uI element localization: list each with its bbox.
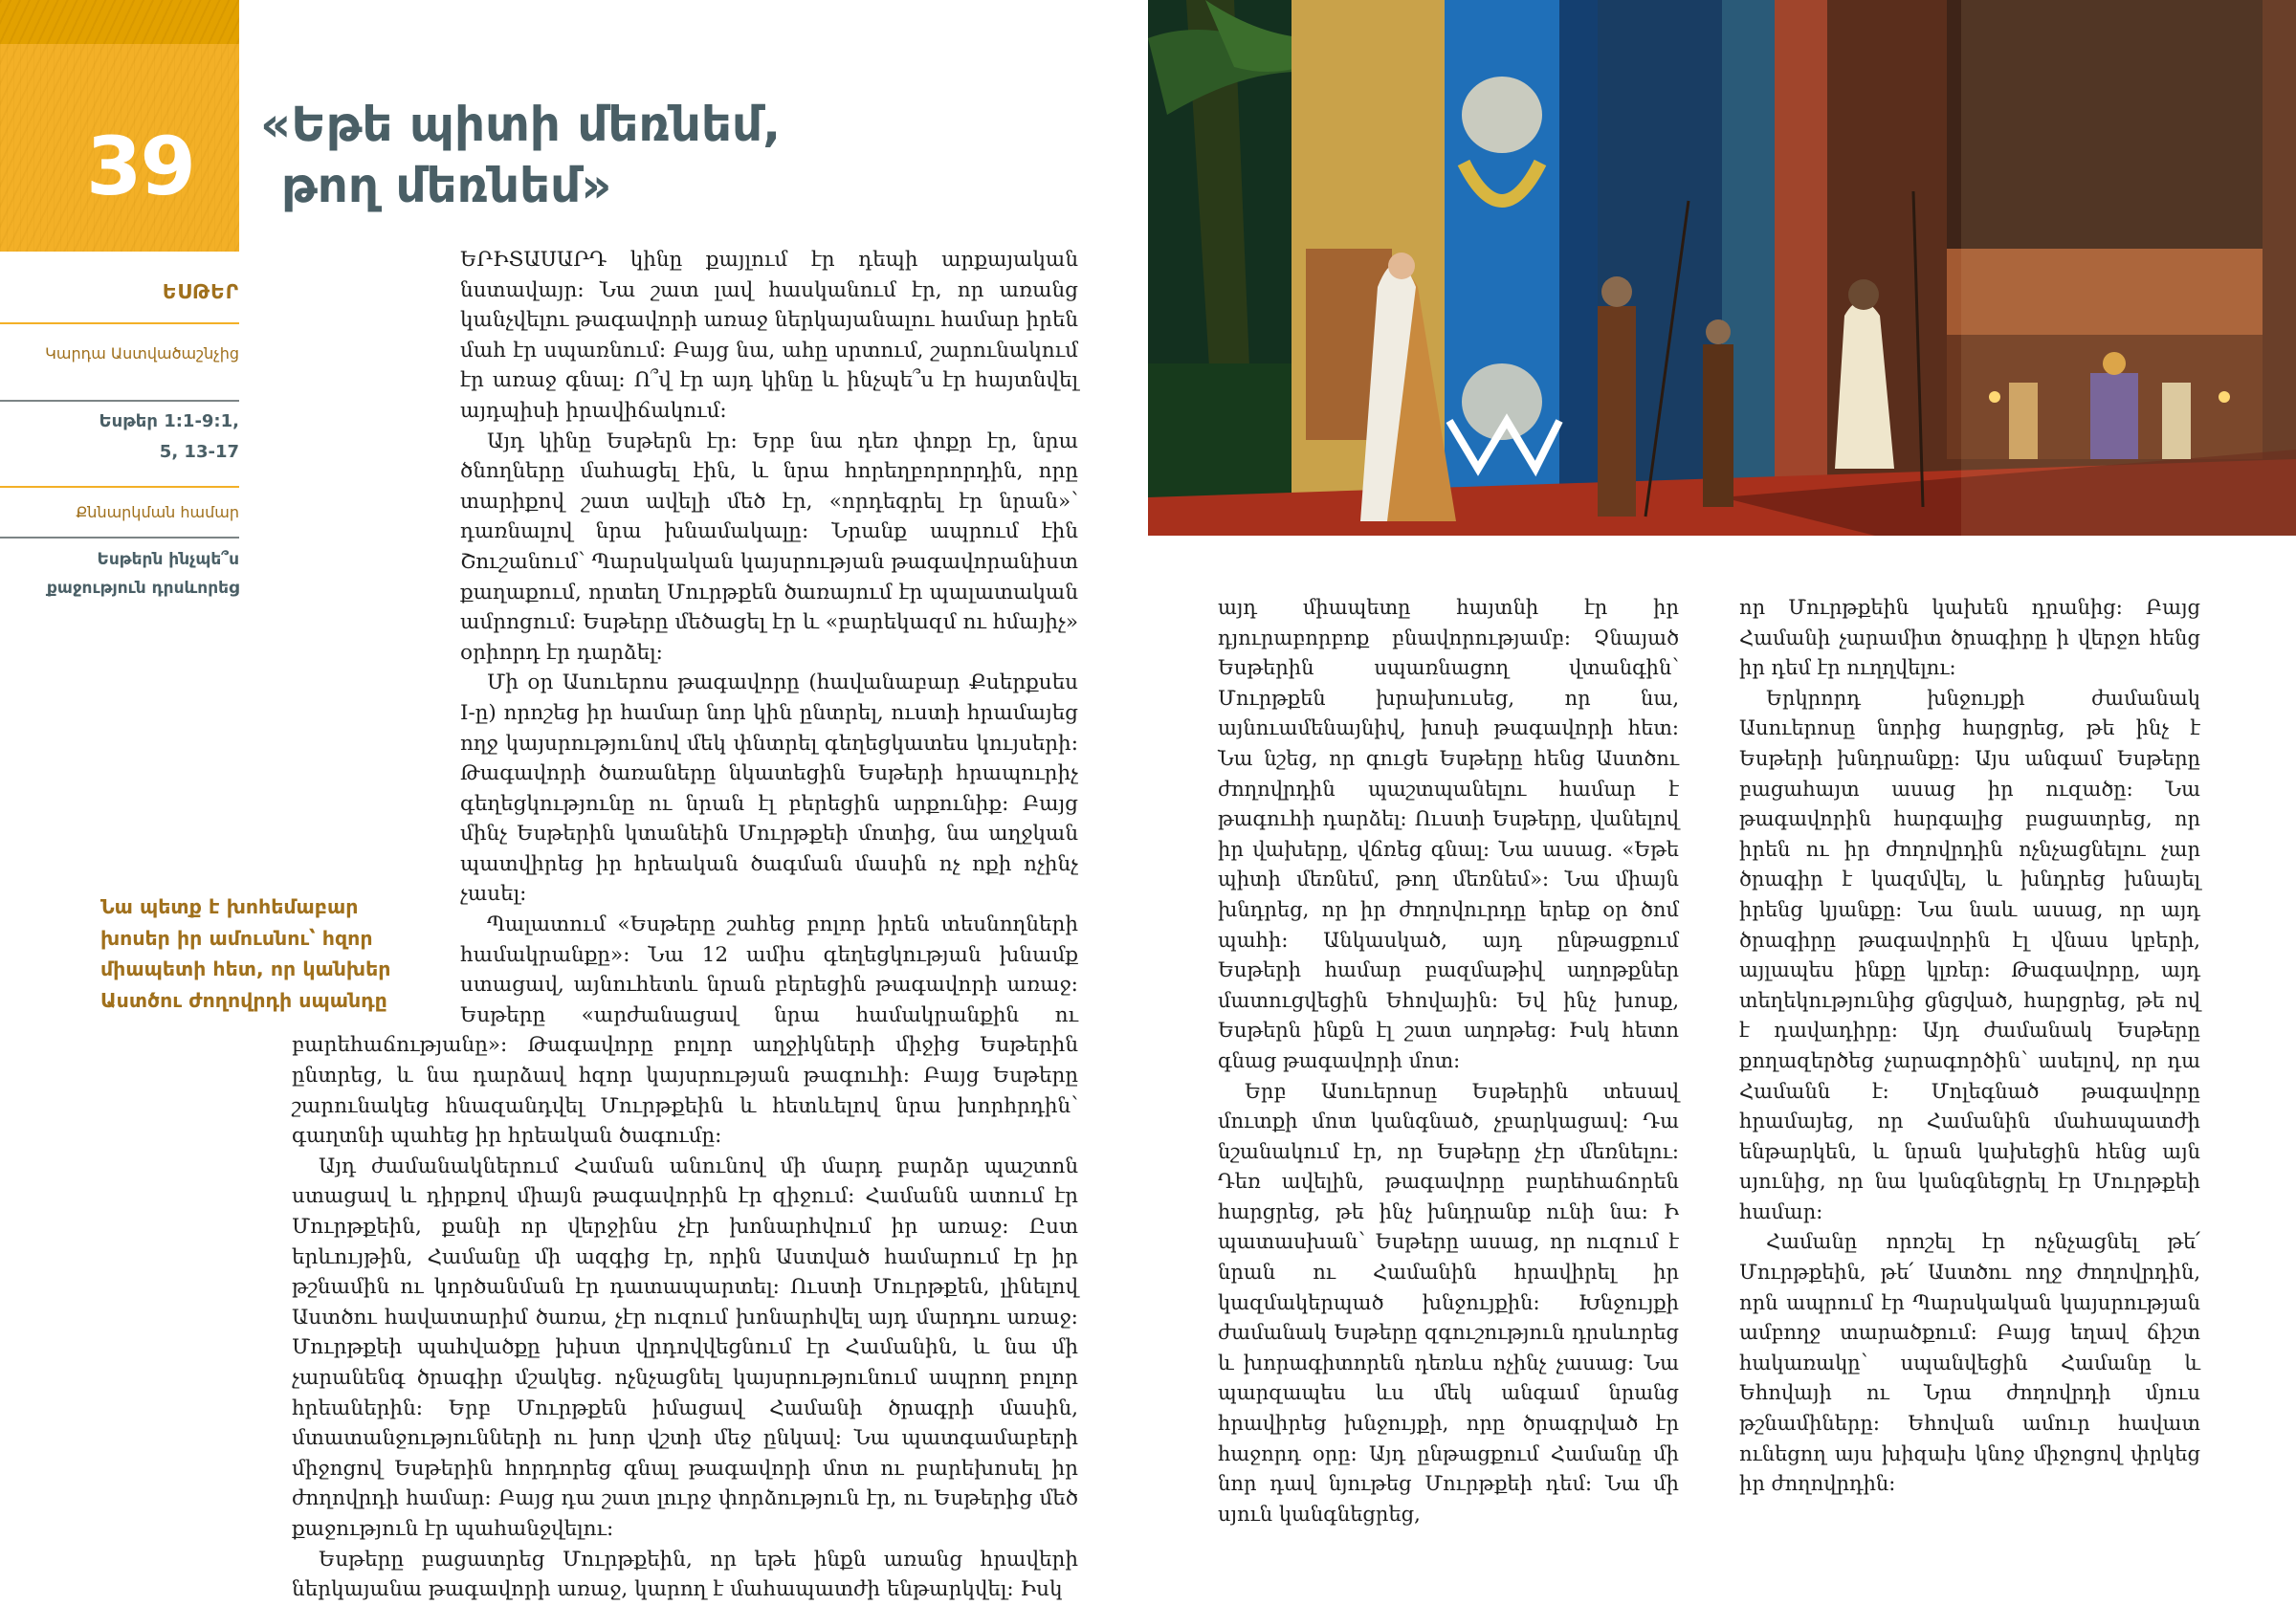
sidebar-scripture-reference [10,407,239,468]
paragraph: Մի օր Ասուերոս թագավորը (հավանաբար Քսերքսես I-ը) որոշեց իր համար նոր կին ընտրել, ուստի հրամայեց ողջ կայսրությունով մեկ փնտրել գեղեցկատես կույսերի։ Թագավորի ծառաները նկատեցին Եսթերի հրապուրիչ գեղեցկությունը ու նրան էլ բերեցին արքունիք։ Բայց մինչ Եսթերին կտանեին Մուրթքեի մոտից, նա աղջկան պատվիրեց իր հրեական ծագման մասին ոչ ոքի ոչինչ չասել։ [460,671,1078,907]
body-column-3 [1739,593,2200,1500]
divider [0,322,239,324]
scripture-ref-line-1: Եսթեր 1:1-9:1, [99,411,239,431]
paragraph: Համանը որոշել էր ոչնչացնել թե՛ Մուրթքեին, թե՛ Աստծու ողջ ժողովրդին, որն ապրում էր Պարսկական կայսրության ամբողջ տարածքում։ Բայց եղավ ճիշտ հակառակը՝ սպանվեցին Համանը և Եհովայի ու Նրա ժողովրդի մյուս թշնամիները։ Եհովան ամուր հավատ ունեցող այս խիզախ կնոջ միջոցով փրկեց իր ժողովրդին։ [1739,1230,2200,1496]
scripture-ref-line-2: 5, 13-17 [159,442,239,462]
divider [0,537,239,539]
title-line-1: «Եթե պիտի մեռնեմ, [260,97,782,152]
guard-helmet [1601,276,1632,307]
sidebar-read-label: Կարդա Աստվածաշնչից [45,344,239,363]
guard-figure [1598,306,1636,517]
divider [0,400,239,402]
paragraph: Երբ Ասուերոսը Եսթերին տեսավ մուտքի մոտ կանգնած, չբարկացավ։ Դա նշանակում էր, որ Եսթերը չէր մեռնելու։ Դեռ ավելին, թագավորը բարեհաճորեն հարցրեց, թե ինչ խնդրանք ունի նա։ Ի պատասխան՝ Եսթերը ասաց, որ ուզում է նրան ու Համանին հրավիրել իր կազմակերպած խնջույքին։ Խնջույքի ժամանակ Եսթերը զգուշություն դրսևորեց և խորագիտորեն դեռևս ոչինչ չասաց։ Նա պարզապես ևս մեկ անգամ նրանց հրավիրեց խնջույքի, որը ծրագրված էր հաջորդ օրը։ Այդ ընթացքում Համանը մի նոր դավ նյութեց Մուրթքեի դեմ։ Նա մի սյուն կանգնեցրեց, [1218,1079,1679,1526]
pullquote-wrap-space [292,848,460,1030]
light-haze [1961,0,2296,536]
illustration-art [1148,0,2296,536]
paragraph: Այդ կինը Եսթերն էր։ Երբ նա դեռ փոքր էր, նրա ծնողները մահացել էին, և նրա հորեղբորորդին, որը տարիքով շատ ավելի մեծ էր, «որդեգրել էր նրան»՝ դառնալով նրա խնամակալը։ Նրանք ապրում էին Շուշանում՝ Պարսկական կայսրության թագավորանիստ քաղաքում, որտեղ Մուրթքեն ծառայում էր պալատական ամրոցում։ Եսթերը մեծացել էր և «բարեկազմ ու հմայիչ» օրիորդ էր դարձել։ [460,429,1078,665]
sidebar-discussion-question: Եսթերն ինչպե՞ս քաջություն դրսևորեց [46,550,239,598]
chapter-number: 39 [86,120,194,213]
paragraph: ԵՐԻՏԱՍԱՐԴ կինը քայլում էր դեպի արքայական նստավայր։ Նա շատ լավ հասկանում էր, որ առանց կանչվելու թագավորի առաջ ներկայանալու համար իրեն մահ էր սպառնում։ Բայց նա, ահը սրտում, շարունակում էր առաջ գնալ։ Ո՞վ էր այդ կինը և ինչպե՞ս էր հայտնվել այդպիսի իրավիճակում։ [460,248,1078,423]
illustration-esther-palace [1148,0,2296,536]
official-head [1848,279,1879,310]
page-title [260,94,853,216]
sidebar-discuss-label: Քննարկման համար [76,503,239,521]
guard-helmet [1706,319,1731,344]
paragraph: այդ միապետը հայտնի էր իր դյուրաբորբոք բնավորությամբ։ Չնայած Եսթերին սպառնացող վտանգին՝ Մուրթքեն խրախուսեց, որ նա, այնուամենայնիվ, խոսի թագավորի հետ։ Նա նշեց, որ գուցե Եսթերը հենց Աստծու ժողովրդին պաշտպանելու համար է թագուհի դարձել։ Ուստի Եսթերը, վանելով իր վախերը, վճռեց գնալ։ Նա ասաց. «Եթե պիտի մեռնեմ, թող մեռնեմ»։ Նա միայն խնդրեց, որ իր ժողովուրդը երեք օր ծոմ պահի։ Անկասկած, այդ ընթացքում Եսթերի համար բազմաթիվ աղոթքներ մատուցվեցին Եհովային։ Եվ ինչ խոսք, Եսթերն ինքն էլ շատ աղոթեց։ Իսկ հետո գնաց թագավորի մոտ։ [1218,596,1679,1072]
chapter-number-block [0,0,239,252]
palmette-ornament [1462,77,1542,153]
guard-figure [1703,344,1733,507]
stepped-strip [1775,0,1827,536]
sidebar-book-name: ԵՍԹԵՐ [162,280,239,303]
divider [0,486,239,488]
column-shadow [1559,0,1598,536]
body-column-2 [1218,593,1679,1529]
paragraph: Պալատում «Եսթերը շահեց բոլոր իրեն տեսնողների համակրանքը»։ Նա 12 ամիս գեղեցկության խնամք ստացավ, այնուհետև նրան բերեցին թագավորի առաջ։ Եսթերը «արժանացավ նրա համակրանքին ու բարեհաճությանը»։ Թագավորը բոլոր աղջիկների միջից Եսթերին ընտրեց, և նա դարձավ հզոր կայսրության թագուհի։ Բայց Եսթերը շարունակեց հնազանդվել Մուրթքեին և հետևելով նրա խորհրդին՝ գաղտնի պահեց իր հրեական ծագումը։ [292,912,1078,1149]
paragraph: Երկրորդ խնջույքի ժամանակ Ասուերոսը նորից հարցրեց, թե ինչ է Եսթերի խնդրանքը։ Այս անգամ Եսթերը բացահայտ ասաց իր ուզածը։ Նա թագավորին հարգալից բացատրեց, որ իրեն ու իր ժողովրդին ոչնչացնելու չար ծրագիր է կազմվել, և խնդրեց խնայել իրենց կյանքը։ Նա նաև ասաց, որ այդ ծրագիրը թագավորին էլ վնաս կբերի, այլապես ինքը կլռեր։ Թագավորը, այդ տեղեկությունից ցնցված, հարցրեց, թե ով է դավադիրը։ Այդ ժամանակ Եսթերը քողազերծեց չարագործին՝ ասելով, որ դա Համանն է։ Մոլեգնած թագավորը հրամայեց, որ Համանին մահապատժի ենթարկեն, և նրան կախեցին հենց այն սյունից, որ նա կանգնեցրել էր Մուրթքեի համար։ [1739,686,2200,1223]
pull-quote: Նա պետք է խոհեմաբար խոսեր իր ամուսնու՝ հզոր միապետի հետ, որ կանխեր Աստծու ժողովրդի սպանդը [100,895,391,1012]
body-column-1 [292,245,1078,1605]
esther-face [1388,253,1415,279]
title-line-2: թող մեռնեմ» [281,158,612,213]
chapter-block-band [0,0,239,44]
paragraph: Այդ ժամանակներում Համան անունով մի մարդ բարձր պաշտոն ստացավ և դիրքով միայն թագավորին էր զիջում։ Համանն ատում էր Մուրթքեին, քանի որ վերջինս չէր խոնարհվում իր առաջ։ Ըստ երևույթին, Համանը մի ազգից էր, որին Աստված համարում էր իր թշնամին ու կործանման էր դատապարտել։ Ուստի Մուրթքեն, լինելով Աստծու հավատարիմ ծառա, չէր ուզում խոնարհվել այդ մարդու առաջ։ Մուրթքեի պահվածքը խիստ վրդովվեցնում էր Համանին, և նա մի չարանենգ ծրագիր մշակեց. ոչնչացնել կայսրությունում ապրող բոլոր հրեաներին։ Երբ Մուրթքեն իմացավ Համանի ծրագրի մասին, մտատանջությունների ու խոր վշտի մեջ ընկավ։ Նա պատգամաբերի միջոցով Եսթերին հորդորեց գնալ թագավորի մոտ ու բարեխոսել իր ժողովրդի համար։ Բայց դա շատ լուրջ փորձություն էր, ու Եսթերից մեծ քաջություն էր պահանջվելու։ [292,1154,1078,1541]
paragraph: որ Մուրթքեին կախեն դրանից։ Բայց Համանի չարամիտ ծրագիրը ի վերջո հենց իր դեմ էր ուղղվելու։ [1739,596,2200,680]
paragraph: Եսթերը բացատրեց Մուրթքեին, որ եթե ինքն առանց հրավերի ներկայանա թագավորի առաջ, կարող է մահապատժի ենթարկվել։ Իսկ [292,1547,1078,1602]
